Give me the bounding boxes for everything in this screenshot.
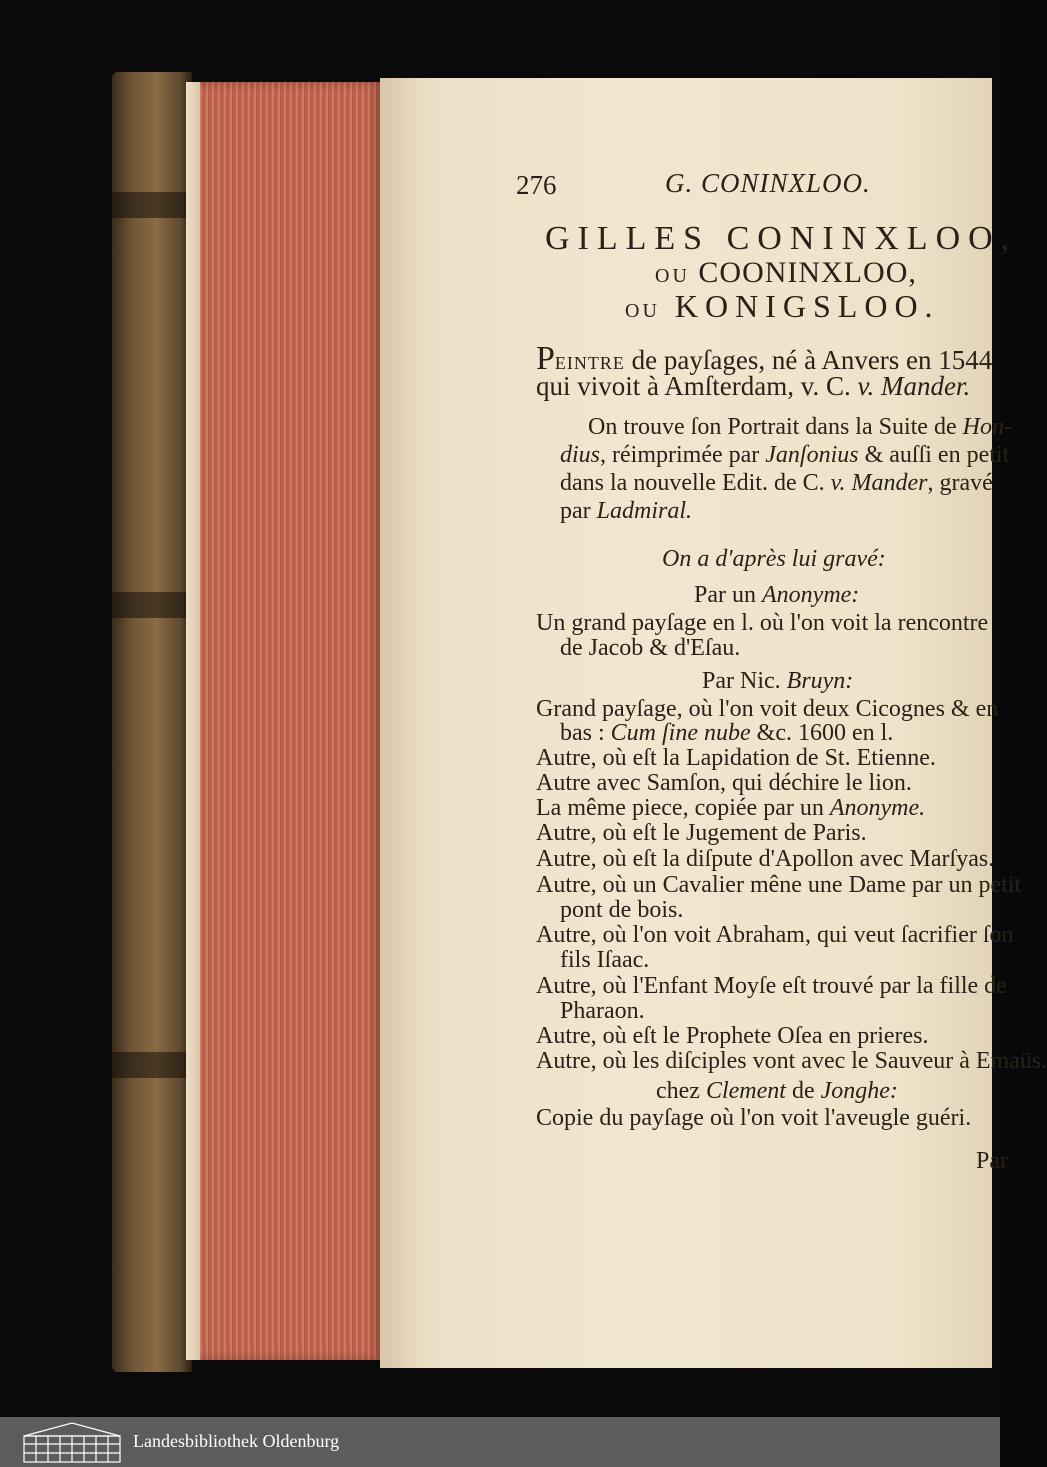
portrait-text: par [560,498,597,524]
entry-text: &c. 1600 en l. [750,720,894,746]
portrait-line-1 [588,414,1012,441]
red-page-edges [186,82,382,1360]
spine-band [112,192,192,218]
heading-italic: Anonyme: [762,582,860,608]
intro-text: de payſages, né à Anvers en 1544 [624,345,993,375]
portrait-line-3 [560,470,993,497]
page-number: 276 [516,170,557,200]
anonyme-heading [694,582,859,609]
running-head: G. CONINXLOO. [665,168,871,198]
portrait-text: , gravé [927,470,993,496]
bruyn-heading [702,668,853,695]
artist-title-line-1: GILLES CONINXLOO, [545,220,1018,257]
heading-italic: Clement [705,1078,786,1104]
footer-bar [0,1417,1000,1467]
entry-line: pont de bois. [560,897,684,923]
entry-italic: Anonyme. [829,795,926,821]
heading-italic: Bruyn: [786,668,854,694]
portrait-italic: dius [560,442,601,468]
intro-text: qui vivoit à Amſterdam, v. C. [536,371,858,401]
entry-line: Grand payſage, où l'on voit deux Cicognes & en [536,696,999,722]
entry-line: de Jacob & d'Eſau. [560,635,741,661]
portrait-italic: Hon- [962,414,1012,440]
entry-line: Autre, où eſt la diſpute d'Apollon avec Marſyas. [536,846,995,872]
portrait-text: & auſſi en petit [858,442,1010,468]
entry-text: bas : [560,720,611,746]
entry-text: La même piece, copiée par un [536,795,830,821]
intro-line-2 [536,371,970,402]
heading-text: chez [656,1078,706,1104]
heading-text: Par Nic. [702,668,787,694]
entry-line: Pharaon. [560,998,645,1024]
entry-line [560,720,893,747]
portrait-italic: v. Mander [830,470,928,496]
artist-title-line-2 [655,256,917,290]
portrait-italic: Ladmiral. [596,498,693,524]
portrait-text: dans la nouvelle Edit. de C. [560,470,831,496]
entry-line: Autre, où l'Enfant Moyſe eſt trouvé par la fille de [536,973,1007,999]
artist-title-line-3 [625,288,940,325]
institution-name: Landesbibliothek Oldenburg [133,1431,340,1451]
entry-italic: Cum ſine nube [610,720,751,746]
title-ou: OU [625,300,660,322]
book-page [380,78,1047,1368]
entry-line: Autre avec Samſon, qui déchire le lion. [536,770,912,796]
entry-line: fils Iſaac. [560,947,650,973]
entry-line [536,795,925,822]
heading-text: Par un [694,582,762,608]
catchword: Par [976,1148,1008,1174]
entry-line: Autre, où eſt le Jugement de Paris. [536,820,867,846]
intro-smallcaps: EINTRE [554,353,625,373]
title-alt-name-1: COONINXLOO, [698,256,917,289]
portrait-text: On trouve ſon Portrait dans la Suite de [588,414,963,440]
entry-line: Autre, où eſt la Lapidation de St. Etienne. [536,745,936,771]
library-building-icon [20,1420,124,1464]
entry-line: Autre, où un Cavalier mêne une Dame par un petit [536,872,1022,898]
title-ou: OU [655,265,690,287]
portrait-line-2 [560,442,1009,469]
intro-italic: v. Mander. [857,371,971,401]
entry-line: Autre, où l'on voit Abraham, qui veut ſacrifier ſon [536,922,1014,948]
heading-italic: Jonghe: [820,1078,898,1104]
entry-line: Autre, où eſt le Prophete Oſea en prieres. [536,1023,929,1049]
portrait-text: , réimprimée par [600,442,766,468]
portrait-italic: Janſonius [765,442,859,468]
entry-line: Autre, où les diſciples vont avec le Sauveur à Emaüs. [536,1048,1047,1074]
spine-band [112,1052,192,1078]
entry-line: Copie du payſage où l'on voit l'aveugle guéri. [536,1105,972,1131]
engraved-heading: On a d'après lui gravé: [662,546,886,572]
jonghe-heading [656,1078,898,1105]
heading-text: de [785,1078,821,1104]
entry-line: Un grand payſage en l. où l'on voit la rencontre [536,610,989,636]
spine-band [112,592,192,618]
portrait-line-4 [560,498,692,525]
book-spine-binding [112,72,192,1372]
drop-cap: P [536,340,555,377]
title-alt-name-2: KONIGSLOO. [674,288,940,324]
